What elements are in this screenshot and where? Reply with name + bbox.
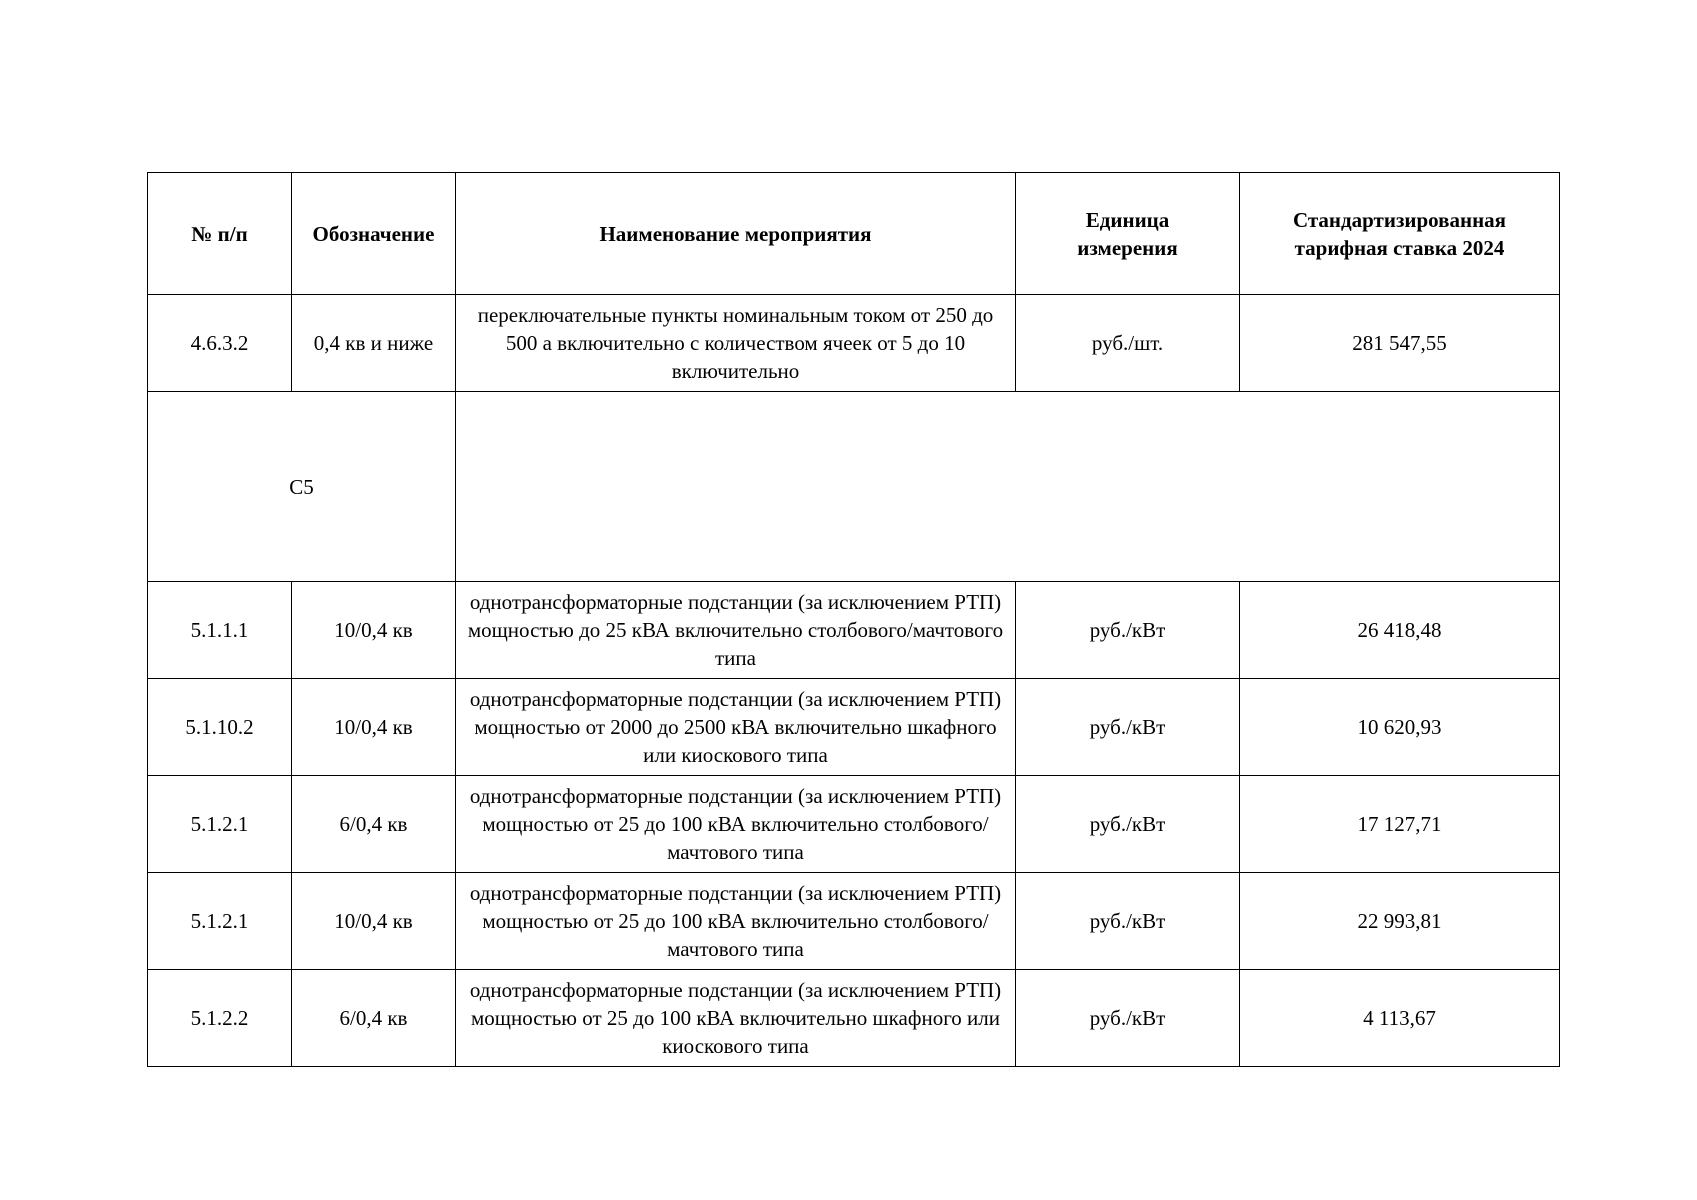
cell-unit: руб./кВт xyxy=(1016,776,1240,873)
cell-num: 5.1.1.1 xyxy=(148,582,292,679)
cell-unit: руб./кВт xyxy=(1016,873,1240,970)
cell-num: 5.1.2.1 xyxy=(148,873,292,970)
cell-unit: руб./шт. xyxy=(1016,295,1240,392)
cell-num: 5.1.2.2 xyxy=(148,970,292,1067)
header-name: Наименование мероприятия xyxy=(456,173,1016,295)
cell-num: 5.1.10.2 xyxy=(148,679,292,776)
table-row xyxy=(148,776,1560,873)
section-code: С5 xyxy=(148,392,456,582)
tariff-table xyxy=(147,172,1560,1067)
cell-designation: 10/0,4 кв xyxy=(292,873,456,970)
section-title xyxy=(456,392,1560,582)
cell-designation: 6/0,4 кв xyxy=(292,776,456,873)
cell-name: однотрансформаторные подстанции (за исключением РТП) мощностью до 25 кВА включительно столбового/мачтового типа xyxy=(456,582,1016,679)
cell-rate: 17 127,71 xyxy=(1240,776,1560,873)
header-unit: Единица измерения xyxy=(1016,173,1240,295)
cell-unit: руб./кВт xyxy=(1016,582,1240,679)
cell-designation: 0,4 кв и ниже xyxy=(292,295,456,392)
cell-rate: 26 418,48 xyxy=(1240,582,1560,679)
header-num: № п/п xyxy=(148,173,292,295)
cell-unit: руб./кВт xyxy=(1016,970,1240,1067)
table-row xyxy=(148,582,1560,679)
table-row xyxy=(148,970,1560,1067)
cell-name: однотрансформаторные подстанции (за исключением РТП) мощностью от 25 до 100 кВА включительно шкафного или киоскового типа xyxy=(456,970,1016,1067)
header-rate: Стандартизированная тарифная ставка 2024 xyxy=(1240,173,1560,295)
table-row xyxy=(148,679,1560,776)
cell-designation: 6/0,4 кв xyxy=(292,970,456,1067)
cell-name: переключательные пункты номинальным током от 250 до 500 а включительно с количеством ячеек от 5 до 10 включительно xyxy=(456,295,1016,392)
cell-rate: 10 620,93 xyxy=(1240,679,1560,776)
cell-num: 4.6.3.2 xyxy=(148,295,292,392)
table-row xyxy=(148,295,1560,392)
cell-rate: 4 113,67 xyxy=(1240,970,1560,1067)
cell-designation: 10/0,4 кв xyxy=(292,582,456,679)
section-row xyxy=(148,392,1560,582)
cell-rate: 281 547,55 xyxy=(1240,295,1560,392)
table-row xyxy=(148,873,1560,970)
cell-name: однотрансформаторные подстанции (за исключением РТП) мощностью от 2000 до 2500 кВА включительно шкафного или киоскового типа xyxy=(456,679,1016,776)
header-designation: Обозначение xyxy=(292,173,456,295)
cell-unit: руб./кВт xyxy=(1016,679,1240,776)
cell-num: 5.1.2.1 xyxy=(148,776,292,873)
cell-name: однотрансформаторные подстанции (за исключением РТП) мощностью от 25 до 100 кВА включительно столбового/мачтового типа xyxy=(456,873,1016,970)
table-header-row xyxy=(148,173,1560,295)
cell-designation: 10/0,4 кв xyxy=(292,679,456,776)
cell-rate: 22 993,81 xyxy=(1240,873,1560,970)
cell-name: однотрансформаторные подстанции (за исключением РТП) мощностью от 25 до 100 кВА включительно столбового/мачтового типа xyxy=(456,776,1016,873)
